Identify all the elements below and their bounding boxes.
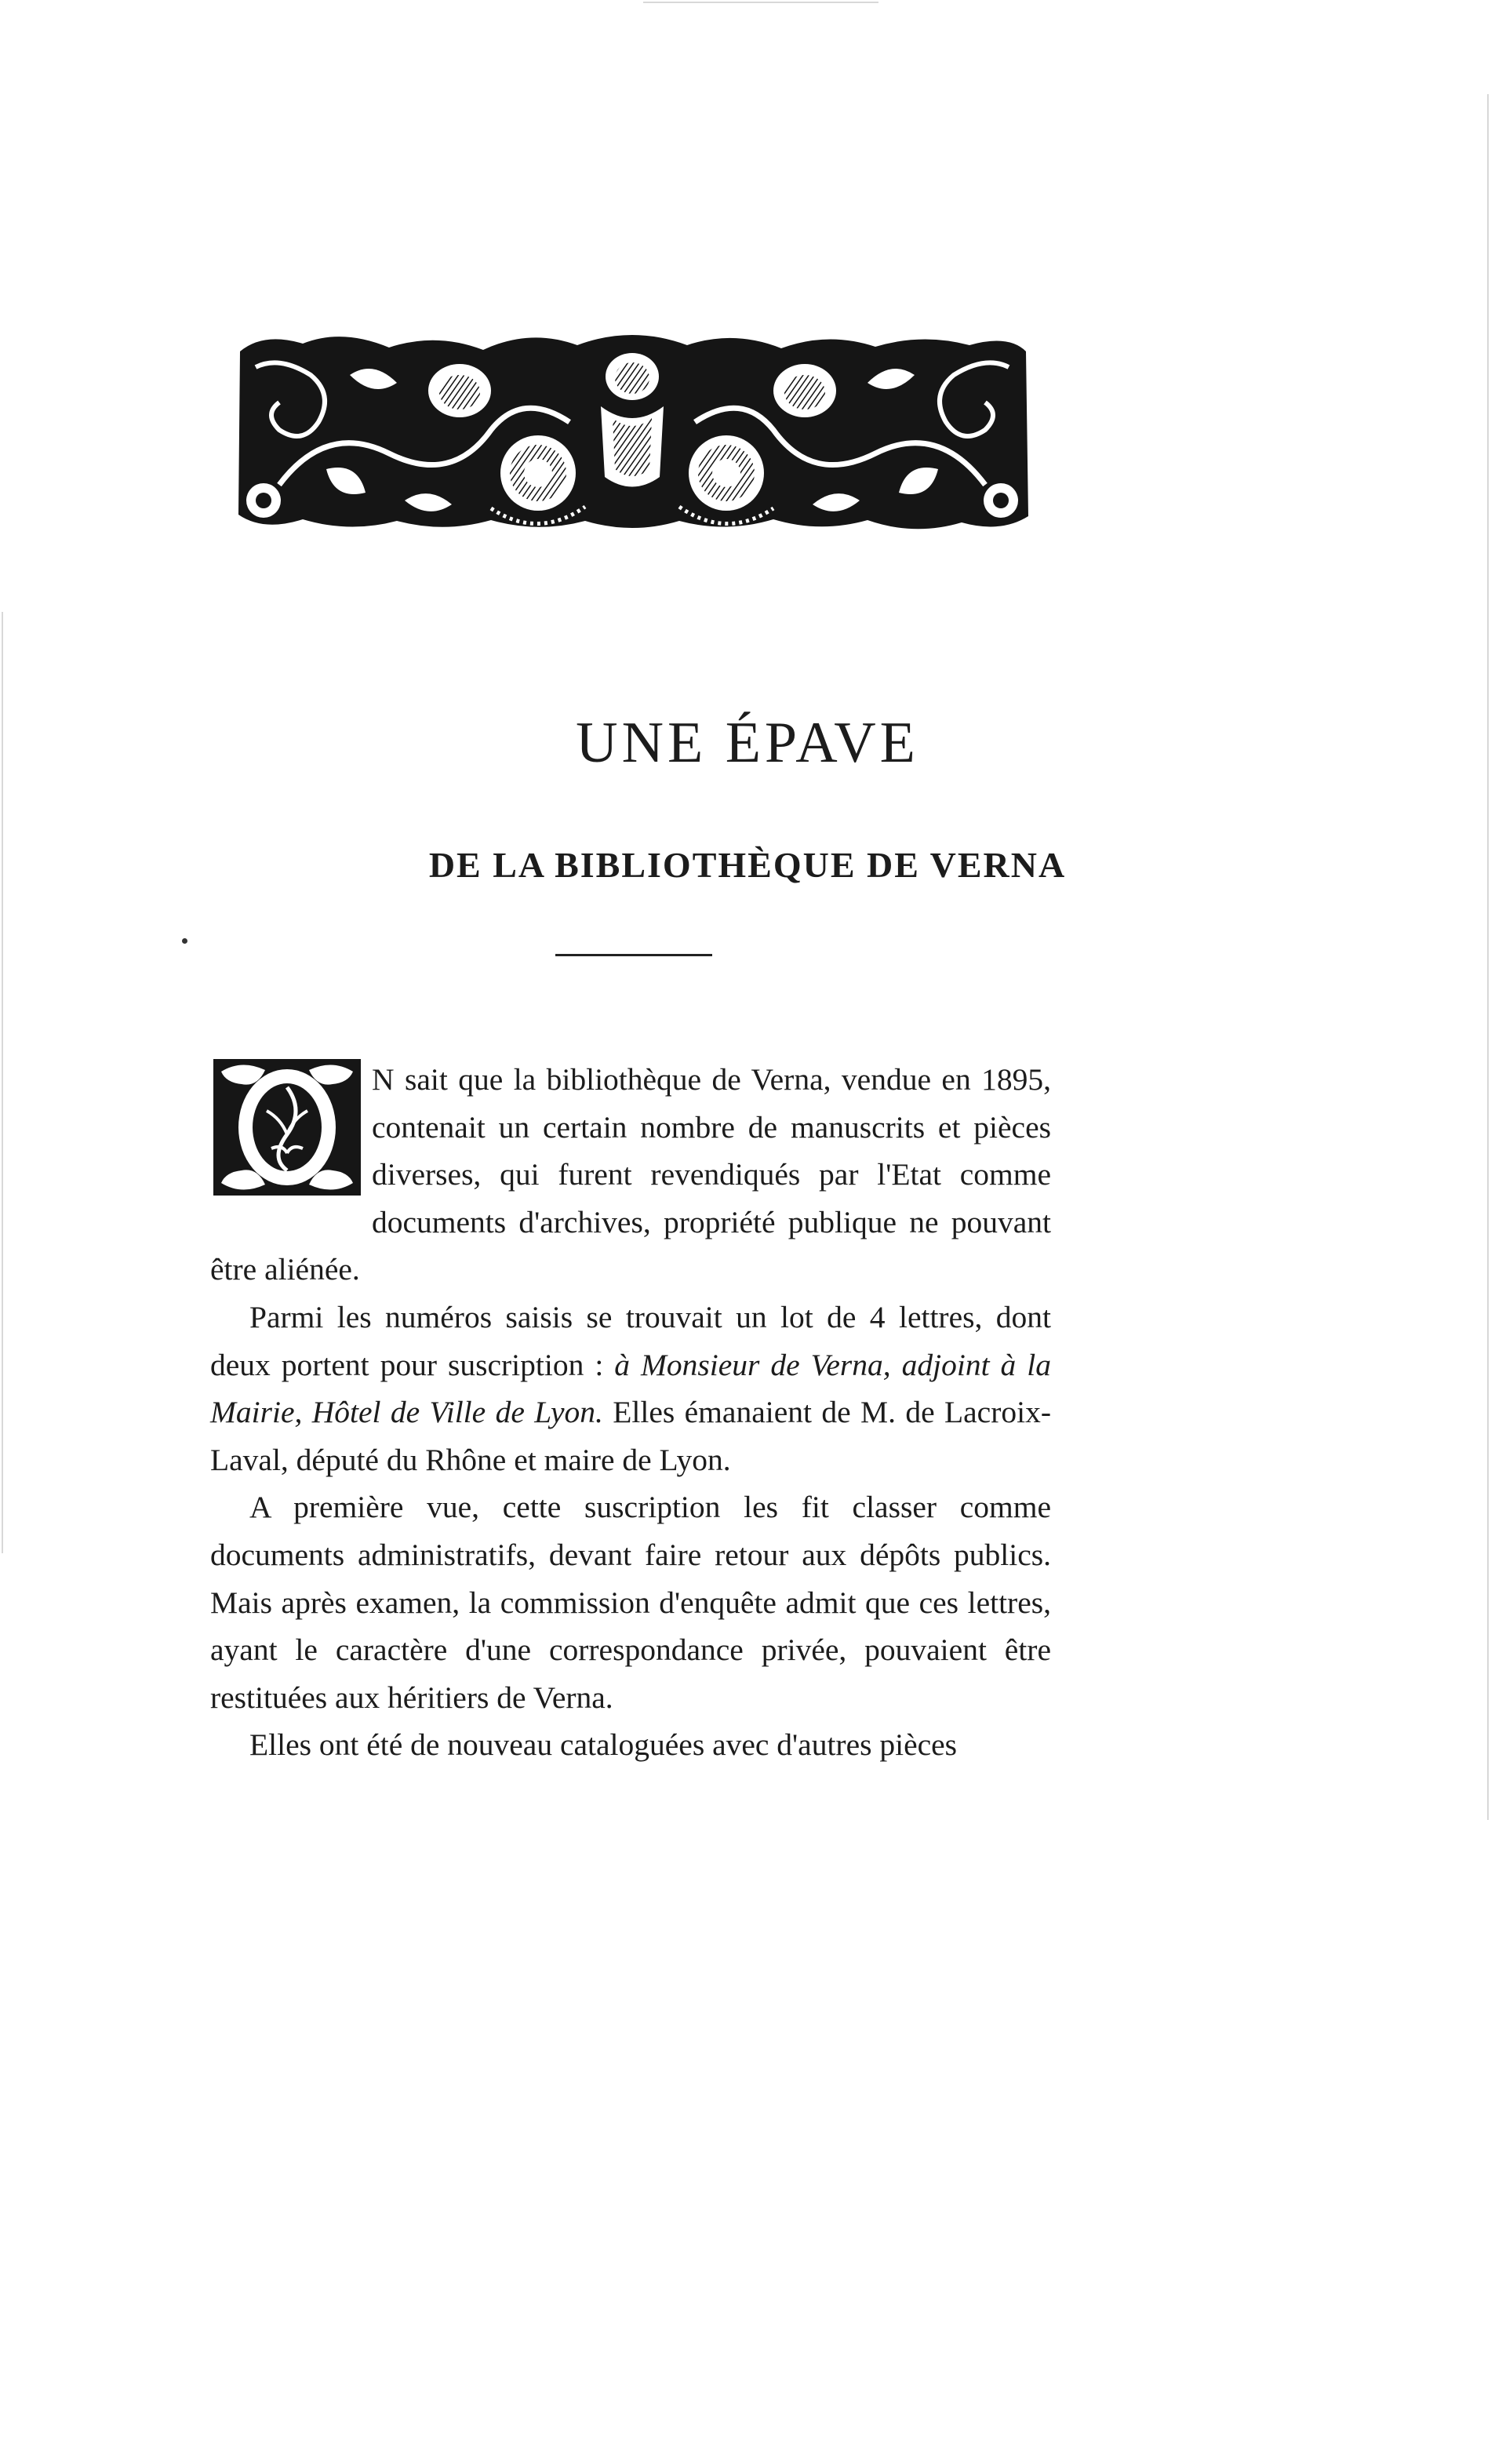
scan-edge-right xyxy=(1487,94,1489,1820)
paragraph-2 xyxy=(210,1294,1051,1483)
initial-rest-letter: N xyxy=(372,1062,395,1097)
page-subtitle: DE LA BIBLIOTHÈQUE DE VERNA xyxy=(428,845,1067,885)
ornamental-headpiece xyxy=(232,328,1032,538)
decorated-initial xyxy=(210,1056,364,1199)
paragraph-4 xyxy=(210,1721,1051,1769)
page-title: UNE ÉPAVE xyxy=(576,711,919,775)
paragraph-2-text-b: Elles émanaient de M. de Lacroix-Laval, député du Rhône et maire de Lyon. xyxy=(210,1395,1051,1477)
body-text xyxy=(210,1056,1051,1769)
paragraph-2-italic: à Monsieur de Verna, adjoint à la Mairie, Hôtel de Ville de Lyon. xyxy=(210,1347,1051,1430)
stray-ink-dot xyxy=(182,938,187,944)
ornamental-headpiece-icon xyxy=(232,328,1032,538)
scan-edge-top xyxy=(643,2,878,3)
paragraph-1-text: sait que la bibliothèque de Verna, vendue en 1895, contenait un certain nombre de manuscrits et pièces diverses, qui furent revendiqués par l'Etat comme documents d'archives, propriété publique ne pouvant être aliénée. xyxy=(210,1062,1051,1287)
paragraph-1 xyxy=(210,1056,1051,1294)
paragraph-3 xyxy=(210,1483,1051,1721)
title-rule-divider xyxy=(555,954,712,956)
paragraph-4-text: Elles ont été de nouveau cataloguées avec d'autres pièces xyxy=(249,1727,958,1763)
paragraph-3-text: A première vue, cette suscription les fit classer comme documents administratifs, devant faire retour aux dépôts publics. Mais après examen, la commission d'enquête admit que ces lettres, ayant le caractère d'une correspondance privée, pouvaient être restituées aux héritiers de Verna. xyxy=(210,1490,1051,1715)
paragraph-2-text-a: Parmi les numéros saisis se trouvait un lot de 4 lettres, dont deux portent pour suscription : xyxy=(210,1299,1051,1382)
decorated-initial-icon xyxy=(210,1056,364,1199)
